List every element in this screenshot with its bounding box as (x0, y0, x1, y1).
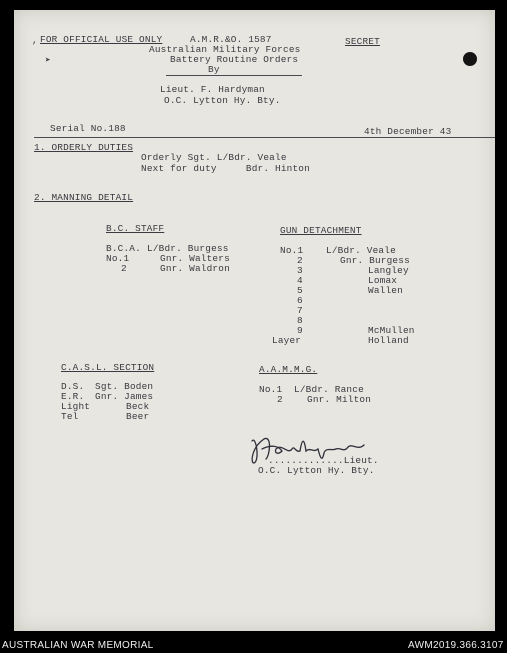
aammg-name: Gnr. Milton (307, 394, 372, 405)
aammg-name: L/Bdr. Rance (294, 384, 364, 395)
header-underline (166, 75, 302, 76)
aammg-role: No.1 (259, 384, 283, 395)
gun-detachment-role: 3 (297, 265, 303, 276)
casl-role: E.R. (61, 391, 85, 402)
margin-arrow-mark: ➤ (45, 55, 51, 66)
casl-name: Gnr. James (95, 391, 154, 402)
aammg-heading: A.A.M.M.G. (259, 364, 318, 375)
gun-detachment-name: Wallen (368, 285, 403, 296)
manning-detail-heading: 2. MANNING DETAIL (34, 192, 134, 203)
secret-classification: SECRET (345, 36, 380, 47)
gun-detachment-role: Layer (272, 335, 302, 346)
orderly-sergeant: Orderly Sgt. L/Bdr. Veale (141, 152, 287, 163)
casl-section-heading: C.A.S.L. SECTION (61, 362, 155, 373)
header-line-1: Australian Military Forces (149, 44, 301, 55)
gun-detachment-role: No.1 (280, 245, 304, 256)
casl-role: D.S. (61, 381, 85, 392)
bc-staff-name: Gnr. Walters (160, 253, 230, 264)
next-for-duty: Next for duty Bdr. Hinton (141, 163, 310, 174)
gun-detachment-role: 2 (297, 255, 303, 266)
serial-number: Serial No.188 (50, 123, 126, 134)
casl-role: Tel (61, 411, 79, 422)
orderly-duties-heading: 1. ORDERLY DUTIES (34, 142, 134, 153)
gun-detachment-name: L/Bdr. Veale (326, 245, 396, 256)
bc-staff-role: 2 (121, 263, 127, 274)
document-reference: A.M.R.&O. 1587 (190, 34, 272, 45)
casl-name: Sgt. Boden (95, 381, 154, 392)
casl-role: Light (61, 401, 91, 412)
gun-detachment-name: Langley (368, 265, 409, 276)
gun-detachment-heading: GUN DETACHMENT (280, 225, 362, 236)
gun-detachment-role: 7 (297, 305, 303, 316)
gun-detachment-role: 9 (297, 325, 303, 336)
aammg-role: 2 (277, 394, 283, 405)
official-use-label: FOR OFFICIAL USE ONLY (40, 34, 163, 45)
bc-staff-name: Gnr. Waldron (160, 263, 230, 274)
footer-catalogue-id: AWM2019.366.3107 (408, 640, 504, 651)
header-by: By (208, 64, 220, 75)
gun-detachment-name: McMullen (368, 325, 415, 336)
casl-name: Beer (126, 411, 150, 422)
gun-detachment-name: Holland (368, 335, 409, 346)
gun-detachment-role: 6 (297, 295, 303, 306)
gun-detachment-role: 5 (297, 285, 303, 296)
bc-staff-heading: B.C. STAFF (106, 223, 165, 234)
gun-detachment-role: 8 (297, 315, 303, 326)
serial-rule (34, 137, 495, 138)
footer-institution: AUSTRALIAN WAR MEMORIAL (2, 640, 154, 651)
order-date: 4th December 43 (364, 126, 452, 137)
signature-line: .............Lieut. (268, 455, 379, 466)
header-arrow: , (32, 35, 38, 46)
casl-name: Beck (126, 401, 150, 412)
bc-staff-role: No.1 (106, 253, 130, 264)
punch-hole (463, 52, 477, 66)
bc-staff-name: L/Bdr. Burgess (147, 243, 229, 254)
signature-command: O.C. Lytton Hy. Bty. (258, 465, 375, 476)
bc-staff-role: B.C.A. (106, 243, 141, 254)
header-officer: Lieut. F. Hardyman (160, 84, 265, 95)
gun-detachment-name: Gnr. Burgess (340, 255, 410, 266)
gun-detachment-name: Lomax (368, 275, 398, 286)
gun-detachment-role: 4 (297, 275, 303, 286)
header-command: O.C. Lytton Hy. Bty. (164, 95, 281, 106)
header-line-2: Battery Routine Orders (170, 54, 299, 65)
